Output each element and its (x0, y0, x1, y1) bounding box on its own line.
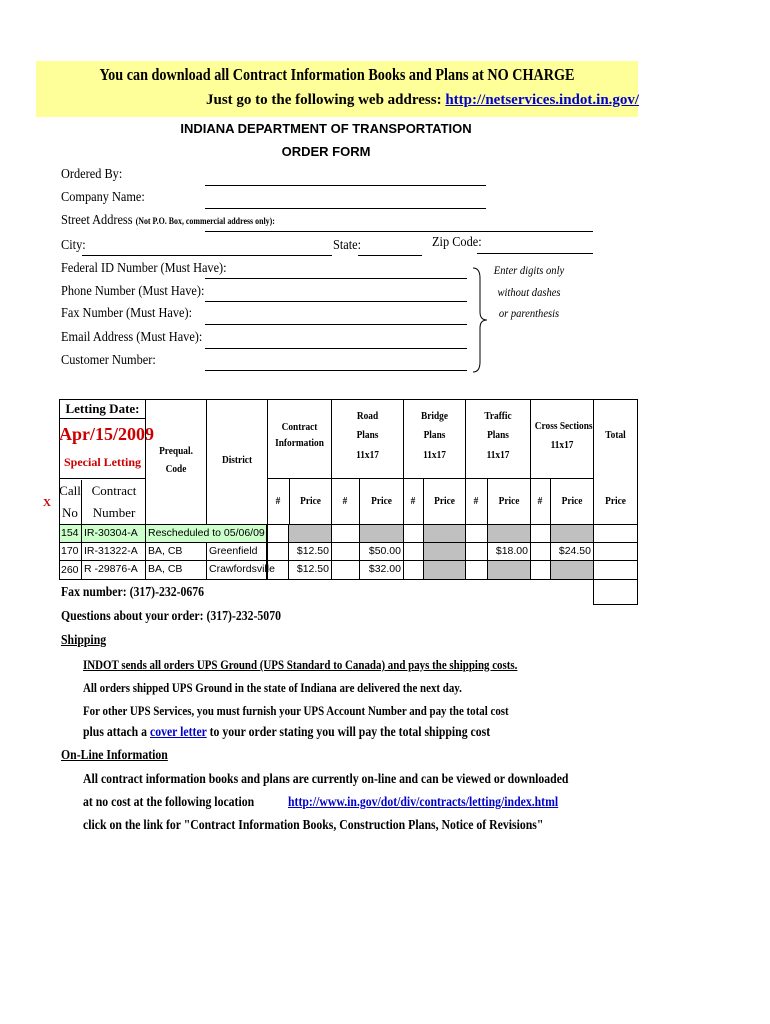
shipping-heading: Shipping (61, 633, 107, 648)
row-3-bridge-price (423, 560, 466, 580)
banner-line-2 (206, 92, 639, 109)
x-mark: X (43, 497, 51, 509)
traffic-label: Traffic (484, 410, 512, 422)
row-1-call: 154 (61, 527, 79, 539)
row-1-road-hash[interactable] (331, 524, 360, 543)
number-label: Number (92, 505, 136, 520)
row-3-ci-price: $12.50 (288, 560, 332, 580)
row-3-traffic-hash[interactable] (465, 560, 488, 580)
email-label: Email Address (Must Have): (61, 330, 203, 345)
row-2-road-price: $50.00 (359, 542, 404, 561)
shipping-line-3: For other UPS Services, you must furnish your UPS Account Number and pay the total cost (83, 703, 509, 718)
cross-hash-divider (550, 479, 551, 525)
prequal-label: Prequal. (159, 445, 193, 457)
road-price: Price (371, 495, 392, 507)
zip-label: Zip Code: (432, 235, 482, 250)
road-hash: # (342, 495, 348, 507)
company-name-label: Company Name: (61, 190, 145, 205)
row-1-cross-price (550, 524, 594, 543)
form-title: ORDER FORM (281, 144, 371, 159)
call-label: Call (59, 483, 81, 498)
cover-letter-link[interactable]: cover letter (149, 725, 207, 740)
row-1-traffic-hash[interactable] (465, 524, 488, 543)
row-3-district: Crawfordsville (206, 561, 267, 580)
ordered-by-field[interactable] (205, 185, 486, 186)
row-2-district: Greenfield (206, 543, 267, 560)
banner-line-2-text: Just go to the following web address: (206, 92, 442, 108)
online-line-3: click on the link for "Contract Information Books, Construction Plans, Notice of Revisions" (83, 818, 544, 833)
ci-price: Price (300, 495, 321, 507)
bridge-label: Bridge (420, 410, 449, 422)
agency-title: INDIANA DEPARTMENT OF TRANSPORTATION (180, 121, 472, 136)
banner-line-1: You can download all Contract Information Books and Plans at NO CHARGE (99, 65, 575, 84)
row-1-note: Rescheduled to 05/06/09 (145, 525, 267, 542)
federal-id-label: Federal ID Number (Must Have): (61, 261, 227, 276)
row-1-cross-hash[interactable] (530, 524, 551, 543)
email-field[interactable] (205, 348, 467, 349)
row-3-traffic-price (487, 560, 531, 580)
street-address-text: Street Address (61, 213, 133, 228)
row-2-road-hash[interactable] (331, 542, 360, 561)
online-line-2-text: at no cost at the following location (83, 795, 255, 810)
no-label: No (62, 505, 78, 520)
download-banner (36, 61, 638, 117)
row-2-ci-price: $12.50 (288, 542, 332, 561)
traffic-hash: # (473, 495, 479, 507)
row-3-ci-hash[interactable] (267, 560, 289, 580)
traffic-size-label: 11x17 (486, 449, 510, 461)
contract-info-label-2: Information (275, 437, 324, 449)
shipping-line-4-pre: plus attach a (83, 725, 148, 740)
letting-date-value: Apr/15/2009 (59, 424, 155, 444)
row-2-prequal: BA, CB (145, 543, 206, 560)
shipping-line-1: INDOT sends all orders UPS Ground (UPS Standard to Canada) and pays the shipping costs. (83, 657, 518, 672)
letting-index-link[interactable]: http://www.in.gov/dot/div/contracts/letting/index.html (288, 795, 559, 810)
row-3-cross-price (550, 560, 594, 580)
state-field[interactable] (358, 255, 422, 256)
digits-note-2: without dashes (497, 285, 561, 299)
row-2-bridge-price (423, 542, 466, 561)
company-name-field[interactable] (205, 208, 486, 209)
street-address-note: (Not P.O. Box, commercial address only): (135, 216, 275, 226)
letting-date-label: Letting Date: (59, 399, 146, 419)
total-label: Total (605, 429, 626, 441)
street-address-field[interactable] (205, 231, 593, 232)
row-2-contract: IR-31322-A (81, 543, 145, 560)
city-field[interactable] (82, 255, 332, 256)
street-address-label (61, 213, 275, 229)
road-label: Road (356, 410, 379, 422)
federal-id-field[interactable] (205, 278, 467, 279)
netservices-link[interactable]: http://netservices.indot.in.gov/ (445, 92, 640, 108)
road-plans-label: Plans (356, 429, 379, 441)
ordered-by-label: Ordered By: (61, 167, 123, 182)
cross-sections-label: Cross Sections (534, 420, 593, 432)
special-letting: Special Letting (64, 455, 141, 469)
fax-number: Fax number: (317)-232-0676 (61, 585, 205, 600)
cross-price: Price (561, 495, 583, 507)
total-price: Price (605, 495, 626, 507)
row-1-total (593, 524, 638, 543)
zip-field[interactable] (477, 253, 593, 254)
row-3-call: 260 (61, 564, 79, 576)
row-1-road-price (359, 524, 404, 543)
road-hash-divider (359, 479, 360, 525)
traffic-hash-divider (487, 479, 488, 525)
customer-number-label: Customer Number: (61, 353, 156, 368)
grand-total-box (593, 579, 638, 605)
digits-note-1: Enter digits only (493, 263, 565, 277)
bridge-hash-divider (423, 479, 424, 525)
phone-label: Phone Number (Must Have): (61, 284, 205, 299)
bridge-size-label: 11x17 (423, 449, 446, 461)
shipping-line-4-post: to your order stating you will pay the total shipping cost (209, 725, 491, 740)
row-2-call: 170 (61, 545, 79, 557)
row-1-bridge-price (423, 524, 466, 543)
online-line-1: All contract information books and plans are currently on-line and can be viewed or downloaded (83, 772, 569, 787)
row-3-road-hash[interactable] (331, 560, 360, 580)
questions-phone: Questions about your order: (317)-232-5070 (61, 609, 281, 624)
row-1-traffic-price (487, 524, 531, 543)
row-2-bridge-hash[interactable] (403, 542, 424, 561)
shipping-line-2: All orders shipped UPS Ground in the state of Indiana are delivered the next day. (83, 680, 462, 695)
fax-label: Fax Number (Must Have): (61, 306, 193, 321)
traffic-price: Price (498, 495, 520, 507)
row-2-cross-hash[interactable] (530, 542, 551, 561)
row-1-ci-price (288, 524, 332, 543)
row-2-traffic-hash[interactable] (465, 542, 488, 561)
code-label: Code (165, 463, 187, 475)
letting-divider (59, 478, 146, 479)
row-1-ci-hash[interactable] (267, 524, 289, 543)
row-3-cross-hash[interactable] (530, 560, 551, 580)
digits-note-3: or parenthesis (498, 306, 560, 320)
phone-field[interactable] (205, 301, 467, 302)
subheader-divider (267, 478, 594, 479)
cross-hash: # (537, 495, 543, 507)
state-label: State: (333, 238, 362, 253)
row-3-road-price: $32.00 (359, 560, 404, 580)
online-heading: On-Line Information (61, 748, 168, 763)
cross-size-label: 11x17 (550, 439, 574, 451)
bridge-price: Price (434, 495, 455, 507)
row-2-ci-hash[interactable] (267, 542, 289, 561)
contract-info-label-1: Contract (281, 421, 318, 433)
row-3-contract: R -29876-A (81, 561, 145, 580)
fax-field[interactable] (205, 324, 467, 325)
shipping-line-4 (83, 725, 490, 741)
district-label: District (221, 454, 253, 466)
row-1-bridge-hash[interactable] (403, 524, 424, 543)
bridge-plans-label: Plans (423, 429, 446, 441)
customer-number-field[interactable] (205, 370, 467, 371)
city-label: City: (61, 238, 86, 253)
contract-label: Contract (91, 483, 137, 498)
row-2-total (593, 542, 638, 561)
traffic-plans-label: Plans (487, 429, 509, 441)
bridge-hash: # (410, 495, 416, 507)
row-3-bridge-hash[interactable] (403, 560, 424, 580)
road-size-label: 11x17 (356, 449, 379, 461)
ci-hash: # (275, 495, 281, 507)
row-3-total (593, 560, 638, 580)
row-2-traffic-price: $18.00 (487, 542, 531, 561)
row-2-cross-price: $24.50 (550, 542, 594, 561)
ci-hash-divider (289, 479, 290, 525)
row-1-contract: IR-30304-A (81, 525, 145, 542)
row-3-prequal: BA, CB (145, 561, 206, 580)
